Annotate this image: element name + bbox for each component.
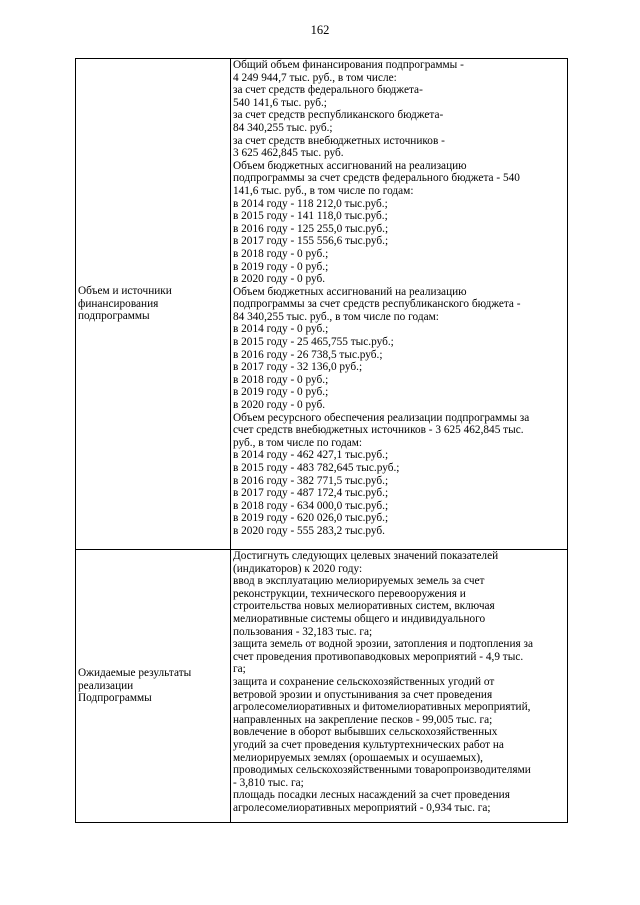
text-line: Достигнуть следующих целевых значений показателей bbox=[233, 550, 499, 562]
text-line: в 2017 году - 487 172,4 тыс.руб.; bbox=[233, 487, 389, 500]
text-line: в 2020 году - 555 283,2 тыс.руб. bbox=[233, 524, 386, 537]
text-line: Объем бюджетных ассигнований на реализацию bbox=[233, 285, 467, 298]
text-line: - 3,810 тыс. га; bbox=[233, 776, 304, 789]
text-line: руб., в том числе по годам: bbox=[233, 436, 363, 449]
text-line: агролесомелиоративных мероприятий - 0,934 тыс. га; bbox=[233, 801, 491, 814]
text-line: в 2014 году - 118 212,0 тыс.руб.; bbox=[233, 197, 388, 210]
text-line: ввод в эксплуатацию мелиорируемых земель за счет bbox=[233, 575, 485, 588]
label-line: подпрограммы bbox=[78, 310, 150, 323]
text-line: в 2019 году - 0 руб.; bbox=[233, 260, 329, 273]
row-label-expected-results bbox=[76, 550, 231, 823]
text-line: в 2016 году - 382 771,5 тыс.руб.; bbox=[233, 474, 389, 487]
row-label-financing bbox=[76, 59, 231, 550]
table-row-expected-results bbox=[76, 550, 568, 823]
text-line: в 2018 году - 634 000,0 тыс.руб.; bbox=[233, 499, 389, 512]
text-line: мелиорируемых землях (орошаемых и осушаемых), bbox=[233, 751, 484, 764]
text-line: 540 141,6 тыс. руб.; bbox=[233, 96, 327, 109]
label-line: Ожидаемые результаты bbox=[78, 667, 192, 680]
text-line: в 2019 году - 620 026,0 тыс.руб.; bbox=[233, 512, 389, 525]
label-line: Подпрограммы bbox=[78, 692, 152, 705]
text-line: мелиоративные системы общего и индивидуального bbox=[233, 612, 486, 625]
text-line: подпрограммы за счет средств республиканского бюджета - bbox=[233, 298, 521, 311]
text-line: угодий за счет проведения культуртехнических работ на bbox=[233, 738, 504, 751]
text-line: 3 625 462,845 тыс. руб. bbox=[233, 147, 344, 160]
text-line: в 2017 году - 32 136,0 руб.; bbox=[233, 361, 363, 374]
text-line: подпрограммы за счет средств федерального бюджета - 540 bbox=[233, 172, 520, 185]
text-line: в 2016 году - 125 255,0 тыс.руб.; bbox=[233, 222, 389, 235]
text-line: 84 340,255 тыс. руб., в том числе по годам: bbox=[233, 310, 439, 323]
text-line: (индикаторов) к 2020 году: bbox=[233, 562, 363, 575]
table-row-financing bbox=[76, 59, 568, 550]
text-line: реконструкции, технического перевооружения и bbox=[233, 587, 466, 600]
text-line: пользования - 32,183 тыс. га; bbox=[233, 625, 373, 638]
text-line: в 2018 году - 0 руб.; bbox=[233, 247, 329, 260]
text-line: в 2015 году - 141 118,0 тыс.руб.; bbox=[233, 210, 388, 223]
text-line: вовлечение в оборот выбывших сельскохозяйственных bbox=[233, 726, 498, 739]
text-line: за счет средств федерального бюджета- bbox=[233, 84, 423, 97]
text-line: счет проведения противопаводковых мероприятий - 4,9 тыс. bbox=[233, 650, 524, 663]
label-line: реализации bbox=[78, 679, 134, 692]
text-line: Общий объем финансирования подпрограммы - bbox=[233, 59, 464, 71]
page-number: 162 bbox=[310, 23, 330, 37]
text-line: Объем ресурсного обеспечения реализации подпрограммы за bbox=[233, 411, 530, 424]
text-line: строительства новых мелиоративных систем, включая bbox=[233, 600, 495, 613]
text-line: в 2014 году - 0 руб.; bbox=[233, 323, 329, 336]
text-line: в 2014 году - 462 427,1 тыс.руб.; bbox=[233, 449, 389, 462]
row-content-financing bbox=[231, 59, 568, 550]
label-line: Объем и источники bbox=[78, 285, 172, 298]
text-line: счет средств внебюджетных источников - 3 625 462,845 тыс. bbox=[233, 424, 524, 437]
text-line: в 2016 году - 26 738,5 тыс.руб.; bbox=[233, 348, 383, 361]
text-line: в 2018 году - 0 руб.; bbox=[233, 373, 329, 386]
text-line: защита и сохранение сельскохозяйственных угодий от bbox=[233, 675, 495, 688]
text-line: Объем бюджетных ассигнований на реализацию bbox=[233, 159, 467, 172]
text-line: направленных на закрепление песков - 99,005 тыс. га; bbox=[233, 713, 493, 726]
text-line: 84 340,255 тыс. руб.; bbox=[233, 121, 333, 134]
text-line: проводимых сельскохозяйственными товаропроизводителями bbox=[233, 764, 531, 777]
text-line: в 2015 году - 483 782,645 тыс.руб.; bbox=[233, 462, 400, 474]
text-line: в 2019 году - 0 руб.; bbox=[233, 386, 329, 399]
text-line: за счет средств внебюджетных источников - bbox=[233, 134, 445, 147]
text-line: площадь посадки лесных насаждений за счет проведения bbox=[233, 789, 510, 802]
text-line: в 2015 году - 25 465,755 тыс.руб.; bbox=[233, 336, 394, 349]
label-line: финансирования bbox=[78, 297, 159, 310]
subprogram-passport-table bbox=[75, 58, 568, 823]
text-line: в 2017 году - 155 556,6 тыс.руб.; bbox=[233, 235, 389, 248]
text-line: ветровой эрозии и опустынивания за счет проведения bbox=[233, 688, 493, 701]
text-line: агролесомелиоративных и фитомелиоративных мероприятий, bbox=[233, 701, 531, 714]
row-content-expected-results bbox=[231, 550, 568, 823]
text-line: га; bbox=[233, 663, 246, 676]
text-line: в 2020 году - 0 руб. bbox=[233, 399, 326, 412]
text-line: в 2020 году - 0 руб. bbox=[233, 273, 326, 286]
text-line: 4 249 944,7 тыс. руб., в том числе: bbox=[233, 71, 397, 84]
text-line: защита земель от водной эрозии, затопления и подтопления за bbox=[233, 638, 534, 651]
text-line: за счет средств республиканского бюджета- bbox=[233, 109, 444, 122]
text-line: 141,6 тыс. руб., в том числе по годам: bbox=[233, 184, 414, 197]
